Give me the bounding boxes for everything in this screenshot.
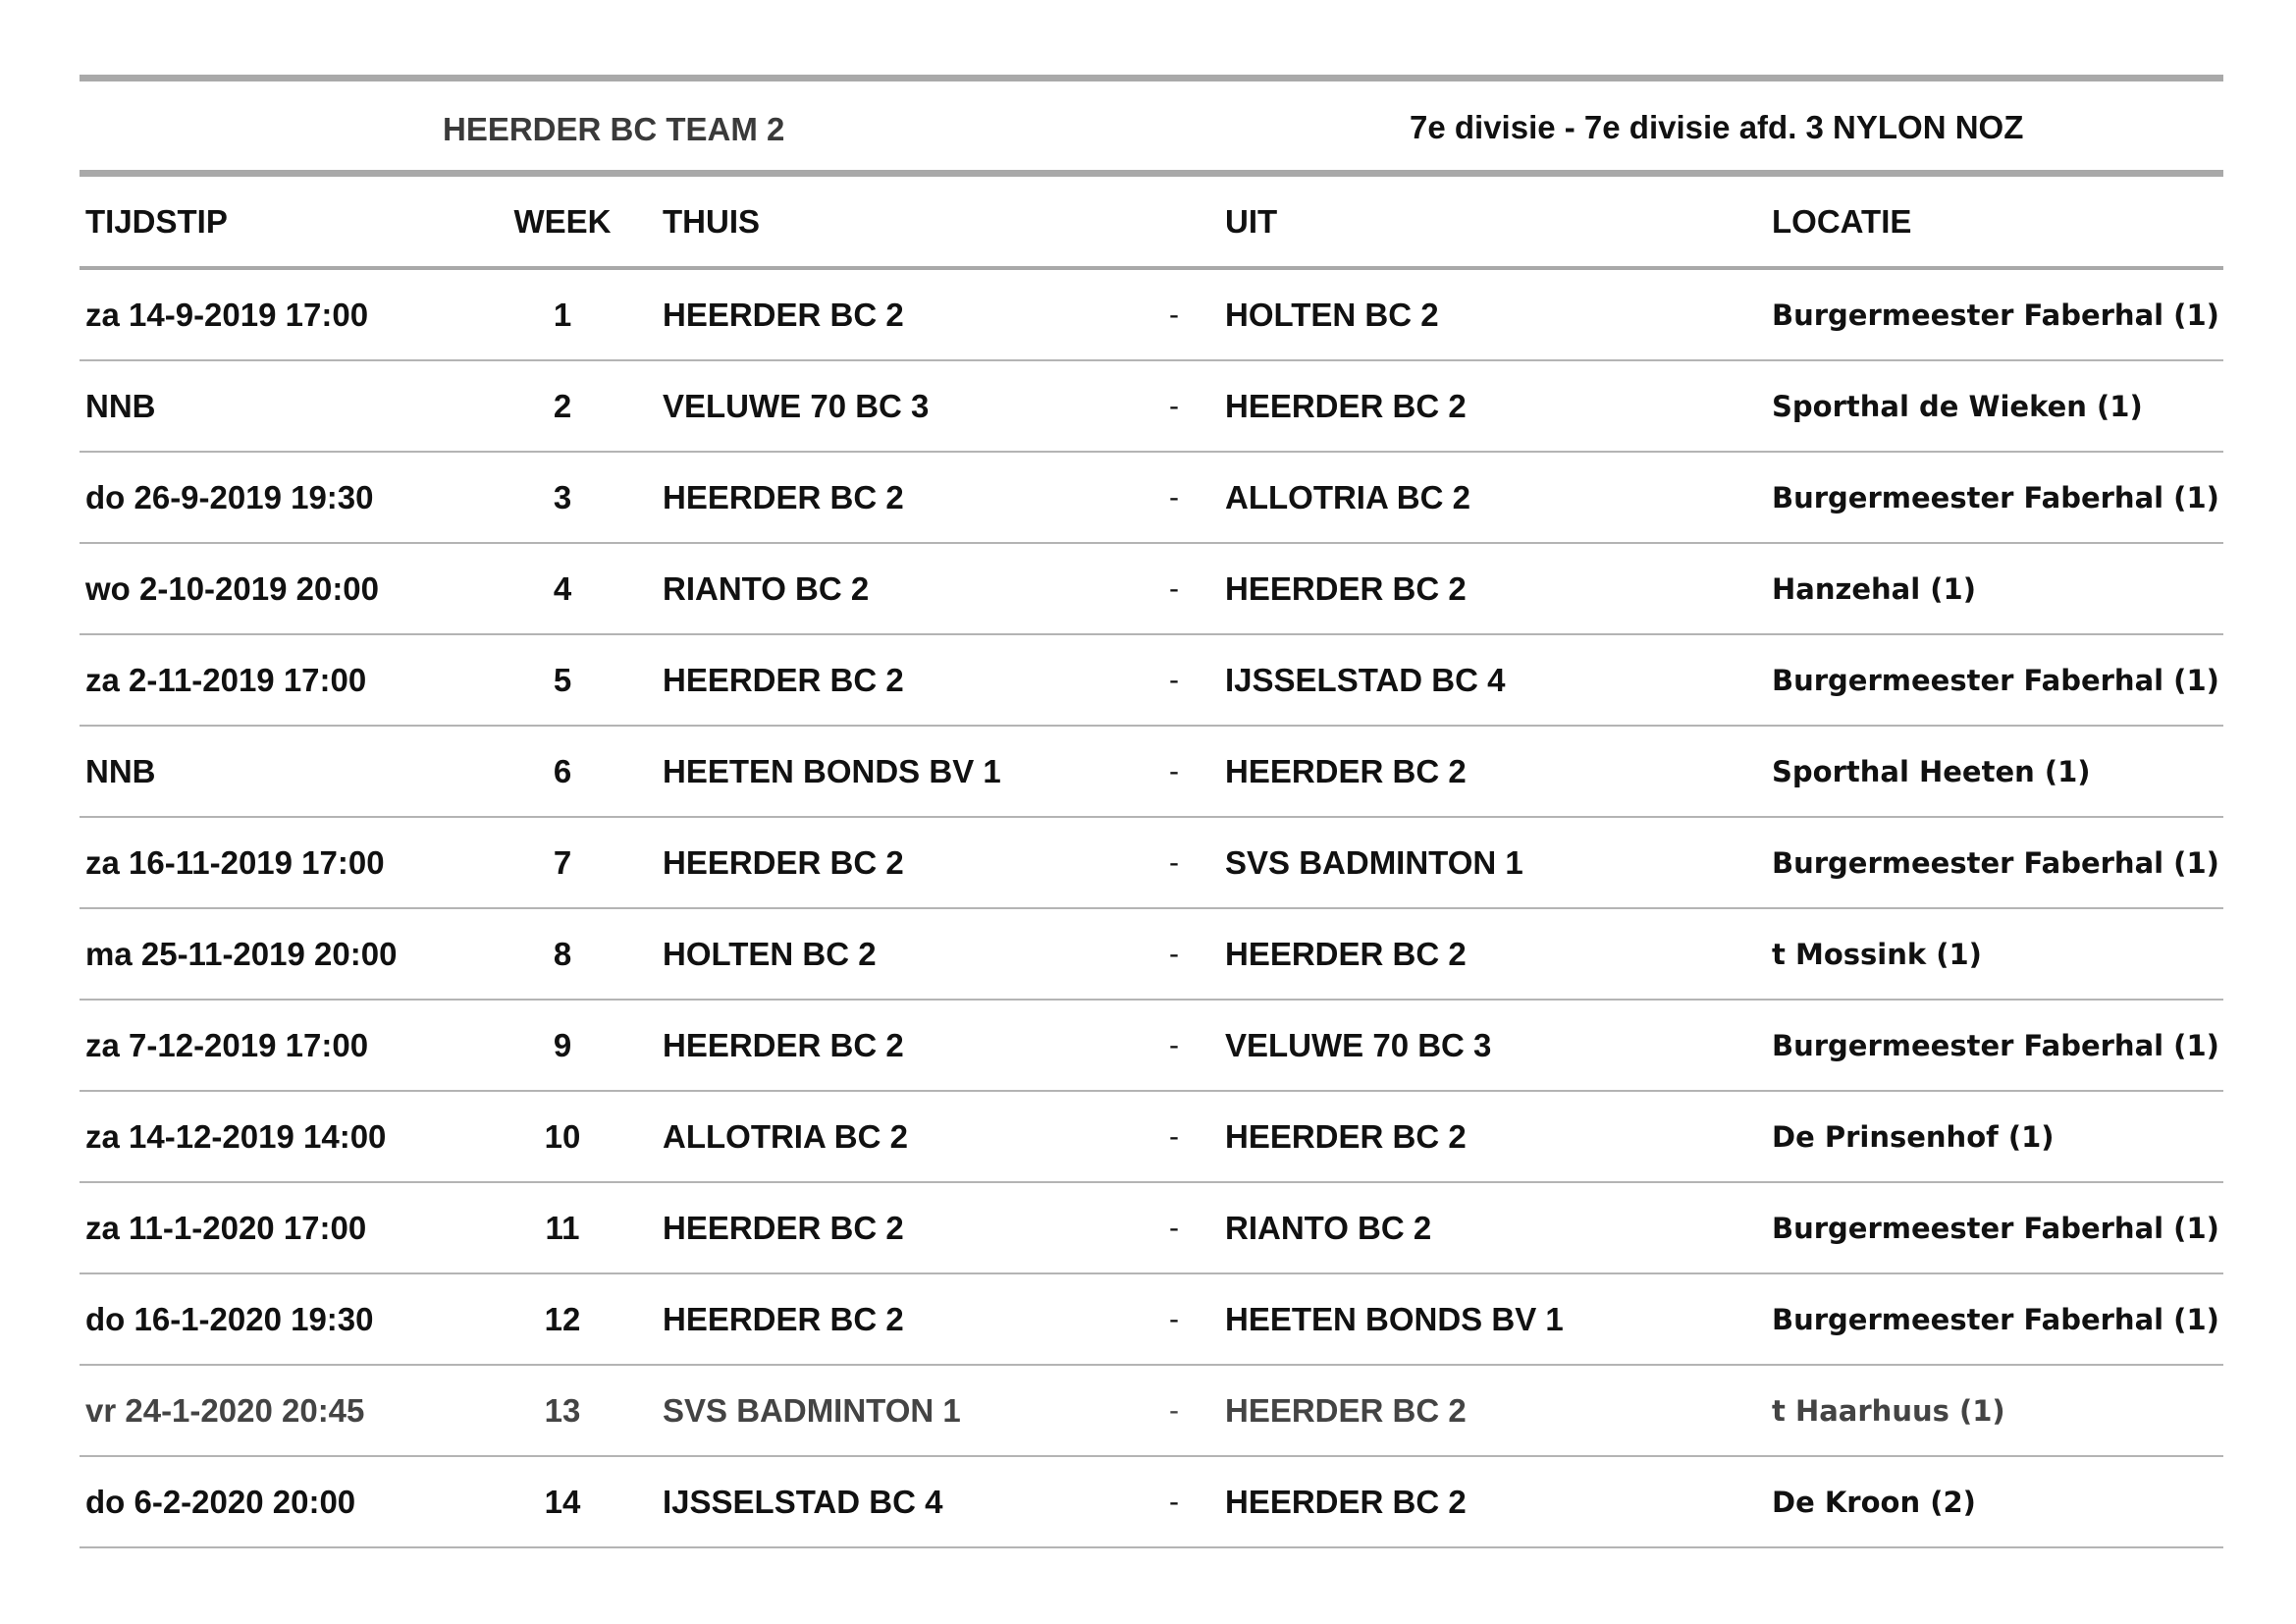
match-location: t Mossink (1) <box>1772 937 1982 971</box>
match-time: za 14-9-2019 17:00 <box>85 296 369 333</box>
match-away: IJSSELSTAD BC 4 <box>1225 661 1506 698</box>
match-home: ALLOTRIA BC 2 <box>663 1117 908 1155</box>
match-time: ma 25-11-2019 20:00 <box>85 935 398 972</box>
match-home: HEERDER BC 2 <box>663 1026 904 1063</box>
match-away: HOLTEN BC 2 <box>1225 296 1439 333</box>
match-away: HEERDER BC 2 <box>1225 569 1467 607</box>
header-away: UIT <box>1225 202 1278 240</box>
match-home: HEERDER BC 2 <box>663 478 904 515</box>
match-row <box>80 544 2223 633</box>
match-week: 13 <box>544 1391 581 1429</box>
match-location: De Kroon (2) <box>1772 1485 1976 1519</box>
match-time: za 7-12-2019 17:00 <box>85 1026 369 1063</box>
match-separator: - <box>1169 1393 1179 1427</box>
header-week: WEEK <box>513 202 612 240</box>
match-week: 10 <box>544 1117 581 1155</box>
match-location: Burgermeester Faberhal (1) <box>1772 663 2219 697</box>
match-time: do 6-2-2020 20:00 <box>85 1483 356 1520</box>
match-week: 3 <box>553 478 572 515</box>
match-away: HEERDER BC 2 <box>1225 935 1467 972</box>
match-separator: - <box>1169 298 1179 331</box>
match-separator: - <box>1169 571 1179 605</box>
title-row <box>80 81 2223 170</box>
match-away: HEERDER BC 2 <box>1225 1483 1467 1520</box>
match-home: HEERDER BC 2 <box>663 661 904 698</box>
match-separator: - <box>1169 1211 1179 1244</box>
match-location: Hanzehal (1) <box>1772 571 1976 606</box>
match-week: 9 <box>553 1026 572 1063</box>
match-location: De Prinsenhof (1) <box>1772 1119 2055 1154</box>
match-home: IJSSELSTAD BC 4 <box>663 1483 943 1520</box>
match-week: 6 <box>553 752 572 789</box>
match-row <box>80 727 2223 816</box>
match-location: Burgermeester Faberhal (1) <box>1772 480 2219 514</box>
match-separator: - <box>1169 937 1179 970</box>
match-week: 11 <box>545 1209 580 1246</box>
match-location: Sporthal de Wieken (1) <box>1772 389 2143 423</box>
match-separator: - <box>1169 1119 1179 1153</box>
match-away: VELUWE 70 BC 3 <box>1225 1026 1492 1063</box>
match-row <box>80 1457 2223 1546</box>
match-week: 5 <box>553 661 572 698</box>
match-separator: - <box>1169 1028 1179 1061</box>
match-location: t Haarhuus (1) <box>1772 1393 2005 1428</box>
match-location: Burgermeester Faberhal (1) <box>1772 845 2219 880</box>
match-list <box>80 270 2223 1548</box>
match-separator: - <box>1169 480 1179 514</box>
match-time: do 16-1-2020 19:30 <box>85 1300 374 1337</box>
match-home: HEETEN BONDS BV 1 <box>663 752 1001 789</box>
column-header-row <box>80 177 2223 266</box>
match-time: NNB <box>85 387 156 424</box>
match-separator: - <box>1169 845 1179 879</box>
match-location: Burgermeester Faberhal (1) <box>1772 1028 2219 1062</box>
match-location: Sporthal Heeten (1) <box>1772 754 2091 788</box>
match-row <box>80 1001 2223 1090</box>
match-away: HEERDER BC 2 <box>1225 387 1467 424</box>
match-week: 4 <box>553 569 572 607</box>
match-home: HEERDER BC 2 <box>663 843 904 881</box>
match-home: HEERDER BC 2 <box>663 1209 904 1246</box>
match-away: HEETEN BONDS BV 1 <box>1225 1300 1564 1337</box>
match-location: Burgermeester Faberhal (1) <box>1772 1302 2219 1336</box>
match-home: HEERDER BC 2 <box>663 1300 904 1337</box>
match-separator: - <box>1169 1485 1179 1518</box>
match-away: ALLOTRIA BC 2 <box>1225 478 1470 515</box>
match-row <box>80 1274 2223 1364</box>
match-away: SVS BADMINTON 1 <box>1225 843 1523 881</box>
row-divider <box>80 1546 2223 1548</box>
match-row <box>80 270 2223 359</box>
match-separator: - <box>1169 754 1179 787</box>
match-week: 7 <box>553 843 572 881</box>
schedule-page <box>80 75 2223 1548</box>
header-time: TIJDSTIP <box>85 202 228 240</box>
match-row <box>80 361 2223 451</box>
match-week: 1 <box>553 296 572 333</box>
match-row <box>80 635 2223 725</box>
match-home: HOLTEN BC 2 <box>663 935 877 972</box>
header-location: LOCATIE <box>1772 202 1912 240</box>
match-away: HEERDER BC 2 <box>1225 1117 1467 1155</box>
match-time: za 14-12-2019 14:00 <box>85 1117 387 1155</box>
match-home: HEERDER BC 2 <box>663 296 904 333</box>
match-home: RIANTO BC 2 <box>663 569 870 607</box>
team-name: HEERDER BC TEAM 2 <box>443 111 785 147</box>
match-row <box>80 818 2223 907</box>
match-separator: - <box>1169 663 1179 696</box>
title-rule <box>80 170 2223 177</box>
match-week: 12 <box>544 1300 581 1337</box>
match-week: 2 <box>553 387 572 424</box>
match-separator: - <box>1169 1302 1179 1335</box>
match-time: vr 24-1-2020 20:45 <box>85 1391 365 1429</box>
match-away: HEERDER BC 2 <box>1225 752 1467 789</box>
match-time: za 16-11-2019 17:00 <box>85 843 385 881</box>
match-row <box>80 1366 2223 1455</box>
match-away: HEERDER BC 2 <box>1225 1391 1467 1429</box>
match-home: VELUWE 70 BC 3 <box>663 387 930 424</box>
match-separator: - <box>1169 389 1179 422</box>
match-time: do 26-9-2019 19:30 <box>85 478 374 515</box>
match-row <box>80 909 2223 999</box>
match-time: NNB <box>85 752 156 789</box>
match-row <box>80 1092 2223 1181</box>
match-away: RIANTO BC 2 <box>1225 1209 1432 1246</box>
header-home: THUIS <box>663 202 760 240</box>
match-home: SVS BADMINTON 1 <box>663 1391 961 1429</box>
match-location: Burgermeester Faberhal (1) <box>1772 1211 2219 1245</box>
match-time: za 11-1-2020 17:00 <box>85 1209 367 1246</box>
match-week: 8 <box>553 935 572 972</box>
match-time: wo 2-10-2019 20:00 <box>85 569 380 607</box>
match-week: 14 <box>544 1483 581 1520</box>
match-time: za 2-11-2019 17:00 <box>85 661 367 698</box>
match-location: Burgermeester Faberhal (1) <box>1772 298 2219 332</box>
match-row <box>80 1183 2223 1272</box>
top-rule <box>80 75 2223 81</box>
division-name: 7e divisie - 7e divisie afd. 3 NYLON NOZ <box>1410 109 2024 145</box>
match-row <box>80 453 2223 542</box>
